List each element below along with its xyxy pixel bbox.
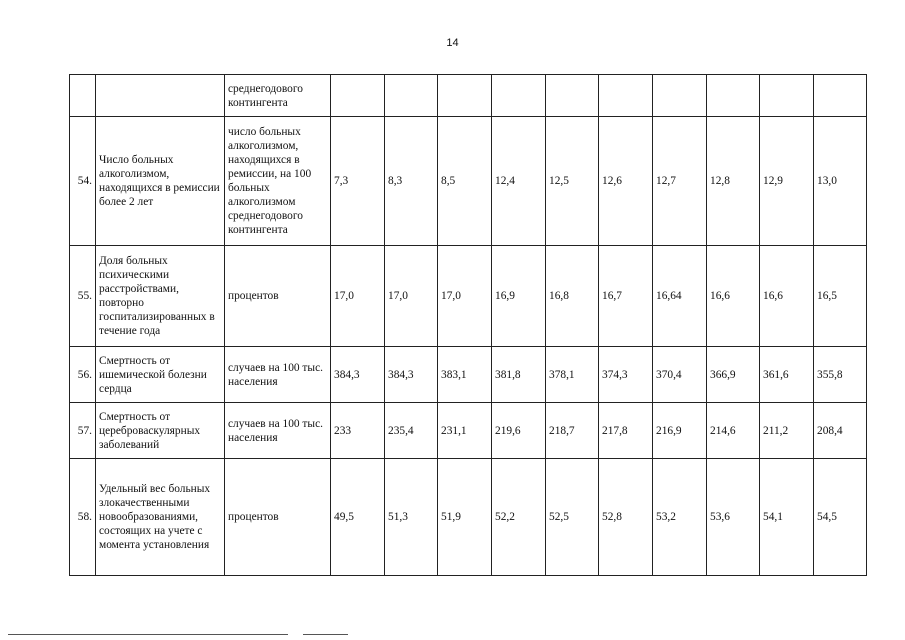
value-cell: 211,2: [760, 403, 814, 459]
indicators-table: [69, 74, 867, 576]
indicator-name: [96, 75, 225, 117]
value-cell: 53,6: [707, 459, 760, 576]
value-cell: 208,4: [814, 403, 867, 459]
row-number: 57.: [70, 403, 96, 459]
value-cell: [546, 75, 599, 117]
indicator-name: Смертность от цереброваскулярных заболеваний: [96, 403, 225, 459]
row-number: 54.: [70, 117, 96, 246]
value-cell: [385, 75, 438, 117]
table-row: [70, 347, 867, 403]
value-cell: [331, 75, 385, 117]
value-cell: 16,8: [546, 246, 599, 347]
row-number: [70, 75, 96, 117]
row-number: 55.: [70, 246, 96, 347]
unit-of-measure: случаев на 100 тыс. населения: [225, 347, 331, 403]
table-row: [70, 117, 867, 246]
value-cell: 16,6: [760, 246, 814, 347]
value-cell: 13,0: [814, 117, 867, 246]
value-cell: 53,2: [653, 459, 707, 576]
value-cell: 381,8: [492, 347, 546, 403]
value-cell: 217,8: [599, 403, 653, 459]
value-cell: 52,2: [492, 459, 546, 576]
value-cell: 17,0: [438, 246, 492, 347]
value-cell: [814, 75, 867, 117]
value-cell: 8,3: [385, 117, 438, 246]
value-cell: [653, 75, 707, 117]
value-cell: 12,4: [492, 117, 546, 246]
value-cell: 361,6: [760, 347, 814, 403]
indicator-name: Доля больных психическими расстройствами, повторно госпитализированных в течение года: [96, 246, 225, 347]
table-row: [70, 403, 867, 459]
value-cell: 52,5: [546, 459, 599, 576]
value-cell: 54,1: [760, 459, 814, 576]
row-number: 58.: [70, 459, 96, 576]
value-cell: [599, 75, 653, 117]
value-cell: 8,5: [438, 117, 492, 246]
row-number: 56.: [70, 347, 96, 403]
value-cell: 214,6: [707, 403, 760, 459]
footer-rule-left: [8, 634, 288, 635]
value-cell: 218,7: [546, 403, 599, 459]
value-cell: 12,5: [546, 117, 599, 246]
table-body: [70, 75, 867, 576]
value-cell: 366,9: [707, 347, 760, 403]
unit-of-measure: процентов: [225, 246, 331, 347]
table-row: [70, 246, 867, 347]
value-cell: 12,9: [760, 117, 814, 246]
value-cell: 12,6: [599, 117, 653, 246]
value-cell: 370,4: [653, 347, 707, 403]
value-cell: 17,0: [385, 246, 438, 347]
value-cell: 384,3: [331, 347, 385, 403]
indicator-name: Смертность от ишемической болезни сердца: [96, 347, 225, 403]
indicator-name: Удельный вес больных злокачественными новообразованиями, состоящих на учете с момента установления: [96, 459, 225, 576]
value-cell: 231,1: [438, 403, 492, 459]
value-cell: 16,5: [814, 246, 867, 347]
value-cell: [492, 75, 546, 117]
value-cell: 51,3: [385, 459, 438, 576]
value-cell: 16,9: [492, 246, 546, 347]
value-cell: 52,8: [599, 459, 653, 576]
value-cell: 51,9: [438, 459, 492, 576]
footer-rule-right: [303, 634, 348, 635]
value-cell: 7,3: [331, 117, 385, 246]
value-cell: 16,6: [707, 246, 760, 347]
value-cell: 216,9: [653, 403, 707, 459]
page-number: 14: [446, 37, 459, 49]
value-cell: 233: [331, 403, 385, 459]
value-cell: 374,3: [599, 347, 653, 403]
value-cell: 378,1: [546, 347, 599, 403]
value-cell: 16,7: [599, 246, 653, 347]
value-cell: [760, 75, 814, 117]
unit-of-measure: среднегодового контингента: [225, 75, 331, 117]
value-cell: 54,5: [814, 459, 867, 576]
table-row: [70, 75, 867, 117]
unit-of-measure: процентов: [225, 459, 331, 576]
value-cell: 12,7: [653, 117, 707, 246]
indicator-name: Число больных алкоголизмом, находящихся в ремиссии более 2 лет: [96, 117, 225, 246]
value-cell: [707, 75, 760, 117]
value-cell: 355,8: [814, 347, 867, 403]
value-cell: 219,6: [492, 403, 546, 459]
value-cell: 49,5: [331, 459, 385, 576]
value-cell: 17,0: [331, 246, 385, 347]
value-cell: 12,8: [707, 117, 760, 246]
value-cell: 16,64: [653, 246, 707, 347]
value-cell: [438, 75, 492, 117]
value-cell: 384,3: [385, 347, 438, 403]
unit-of-measure: число больных алкоголизмом, находящихся в ремиссии, на 100 больных алкоголизмом среднегодового контингента: [225, 117, 331, 246]
unit-of-measure: случаев на 100 тыс. населения: [225, 403, 331, 459]
value-cell: 383,1: [438, 347, 492, 403]
value-cell: 235,4: [385, 403, 438, 459]
table-row: [70, 459, 867, 576]
